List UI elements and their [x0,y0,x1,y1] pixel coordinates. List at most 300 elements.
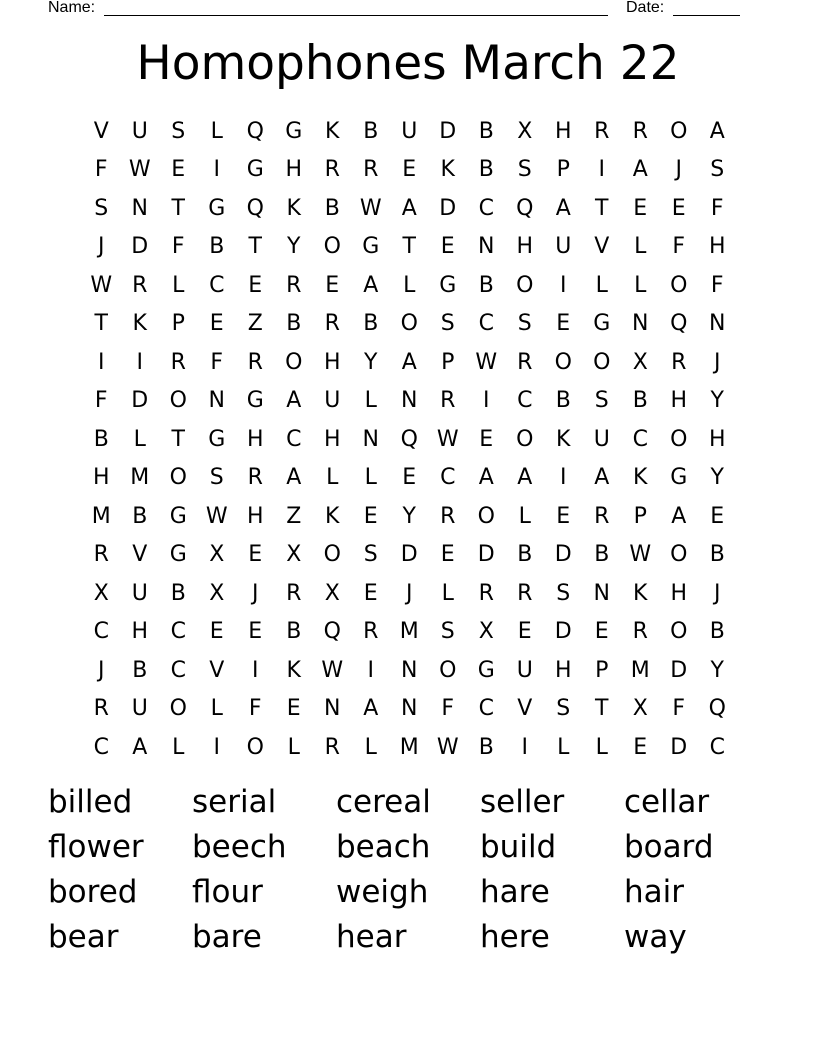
grid-letter[interactable]: G [208,426,226,452]
grid-letter[interactable]: F [94,388,108,414]
grid-letter[interactable]: Y [710,657,724,683]
grid-letter[interactable]: H [92,465,110,491]
grid-letter[interactable]: W [629,542,652,568]
grid-letter[interactable]: C [478,696,494,722]
grid-letter[interactable]: Q [323,619,341,645]
grid-letter[interactable]: E [479,426,494,452]
grid-letter[interactable]: O [323,234,341,260]
grid-letter[interactable]: U [401,118,418,144]
grid-letter[interactable]: I [598,157,605,183]
grid-letter[interactable]: F [710,272,724,298]
grid-letter[interactable]: W [436,426,459,452]
grid-letter[interactable]: L [364,734,377,760]
grid-letter[interactable]: K [286,195,301,221]
grid-letter[interactable]: M [399,734,419,760]
grid-letter[interactable]: E [633,195,648,221]
grid-letter[interactable]: H [554,118,572,144]
grid-letter[interactable]: C [440,465,456,491]
grid-letter[interactable]: L [364,465,377,491]
grid-letter[interactable]: S [556,696,571,722]
grid-letter[interactable]: B [363,118,379,144]
grid-letter[interactable]: M [130,465,150,491]
grid-letter[interactable]: H [670,388,688,414]
grid-letter[interactable]: B [709,542,725,568]
grid-letter[interactable]: B [286,311,302,337]
grid-letter[interactable]: N [401,388,418,414]
grid-letter[interactable]: G [246,388,264,414]
grid-letter[interactable]: A [363,696,379,722]
grid-letter[interactable]: A [132,734,148,760]
grid-letter[interactable]: Q [670,311,688,337]
grid-letter[interactable]: X [478,619,494,645]
grid-letter[interactable]: U [593,426,610,452]
grid-letter[interactable]: E [633,734,648,760]
grid-letter[interactable]: R [132,272,148,298]
grid-letter[interactable]: Y [710,465,724,491]
grid-letter[interactable]: B [632,388,648,414]
grid-letter[interactable]: G [362,234,380,260]
grid-letter[interactable]: O [516,272,534,298]
grid-letter[interactable]: E [440,542,455,568]
word-list-item: cellar [624,784,710,820]
grid-letter[interactable]: R [170,349,186,375]
grid-letter[interactable]: I [483,388,490,414]
grid-letter[interactable]: S [517,311,532,337]
grid-letter[interactable]: M [630,657,650,683]
grid-letter[interactable]: R [440,388,456,414]
grid-letter[interactable]: C [209,272,225,298]
grid-letter[interactable]: W [475,349,498,375]
grid-letter[interactable]: D [477,542,495,568]
grid-letter[interactable]: C [478,195,494,221]
word-list-item: bored [48,874,138,910]
grid-letter[interactable]: M [91,503,111,529]
grid-letter[interactable]: T [171,195,185,221]
grid-letter[interactable]: J [714,349,721,375]
grid-letter[interactable]: D [400,542,418,568]
grid-letter[interactable]: A [401,195,417,221]
grid-letter[interactable]: S [363,542,378,568]
grid-letter[interactable]: D [131,388,149,414]
grid-letter[interactable]: G [246,157,264,183]
grid-letter[interactable]: L [441,580,454,606]
grid-letter[interactable]: P [441,349,455,375]
grid-letter[interactable]: E [710,503,725,529]
grid-letter[interactable]: R [517,349,533,375]
grid-letter[interactable]: K [633,465,648,491]
grid-letter[interactable]: L [557,734,570,760]
grid-letter[interactable]: R [440,503,456,529]
grid-letter[interactable]: B [363,311,379,337]
word-list-item: billed [48,784,133,820]
grid-letter[interactable]: O [400,311,418,337]
grid-letter[interactable]: L [210,696,223,722]
grid-letter[interactable]: H [708,234,726,260]
grid-letter[interactable]: W [436,734,459,760]
date-line[interactable] [673,15,740,16]
grid-letter[interactable]: O [670,272,688,298]
grid-letter[interactable]: B [555,388,571,414]
grid-letter[interactable]: X [632,349,648,375]
grid-letter[interactable]: E [671,195,686,221]
grid-letter[interactable]: B [132,503,148,529]
grid-letter[interactable]: T [402,234,416,260]
grid-letter[interactable]: A [401,349,417,375]
grid-letter[interactable]: P [595,657,609,683]
grid-letter[interactable]: F [672,234,686,260]
grid-letter[interactable]: E [286,696,301,722]
grid-letter[interactable]: B [209,234,225,260]
grid-letter[interactable]: E [556,311,571,337]
grid-letter[interactable]: L [403,272,416,298]
grid-letter[interactable]: M [399,619,419,645]
grid-letter[interactable]: T [171,426,185,452]
grid-letter[interactable]: O [670,118,688,144]
grid-letter[interactable]: S [440,311,455,337]
grid-letter[interactable]: X [209,580,225,606]
grid-letter[interactable]: Y [364,349,378,375]
grid-letter[interactable]: B [478,734,494,760]
grid-letter[interactable]: O [439,657,457,683]
grid-letter[interactable]: O [285,349,303,375]
grid-letter[interactable]: K [286,657,301,683]
word-list-item: bare [192,919,262,955]
grid-letter[interactable]: S [94,195,109,221]
grid-letter[interactable]: B [709,619,725,645]
grid-letter[interactable]: V [517,696,533,722]
grid-letter[interactable]: K [325,118,340,144]
grid-letter[interactable]: U [131,118,148,144]
grid-letter[interactable]: J [714,580,721,606]
page-title: Homophones March 22 [136,36,680,91]
grid-letter[interactable]: X [93,580,109,606]
grid-letter[interactable]: E [363,580,378,606]
grid-letter[interactable]: I [252,657,259,683]
grid-letter[interactable]: R [93,542,109,568]
grid-letter[interactable]: K [556,426,571,452]
grid-letter[interactable]: U [324,388,341,414]
grid-letter[interactable]: A [594,465,610,491]
grid-letter[interactable]: S [171,118,186,144]
grid-letter[interactable]: O [323,542,341,568]
grid-letter[interactable]: F [210,349,224,375]
grid-letter[interactable]: L [326,465,339,491]
grid-letter[interactable]: X [286,542,302,568]
grid-letter[interactable]: O [554,349,572,375]
grid-letter[interactable]: G [593,311,611,337]
grid-letter[interactable]: T [248,234,262,260]
grid-letter[interactable]: U [131,580,148,606]
grid-letter[interactable]: Y [287,234,301,260]
grid-letter[interactable]: B [478,118,494,144]
grid-letter[interactable]: B [594,542,610,568]
grid-letter[interactable]: T [595,195,609,221]
grid-letter[interactable]: H [708,426,726,452]
grid-letter[interactable]: T [595,696,609,722]
grid-letter[interactable]: S [710,157,725,183]
grid-letter[interactable]: F [441,696,455,722]
grid-letter[interactable]: I [98,349,105,375]
grid-letter[interactable]: V [594,234,610,260]
grid-letter[interactable]: R [632,619,648,645]
grid-letter[interactable]: E [556,503,571,529]
grid-letter[interactable]: A [709,118,725,144]
grid-letter[interactable]: I [521,734,528,760]
grid-letter[interactable]: R [671,349,687,375]
grid-letter[interactable]: C [478,311,494,337]
grid-letter[interactable]: W [128,157,151,183]
grid-letter[interactable]: B [324,195,340,221]
grid-letter[interactable]: H [246,503,264,529]
grid-letter[interactable]: N [362,426,379,452]
grid-letter[interactable]: R [324,311,340,337]
grid-letter[interactable]: U [131,696,148,722]
grid-letter[interactable]: B [93,426,109,452]
grid-letter[interactable]: I [213,734,220,760]
grid-letter[interactable]: U [516,657,533,683]
grid-letter[interactable]: B [478,272,494,298]
grid-letter[interactable]: S [517,157,532,183]
grid-letter[interactable]: K [325,503,340,529]
grid-letter[interactable]: T [94,311,108,337]
grid-letter[interactable]: N [478,234,495,260]
grid-letter[interactable]: N [593,580,610,606]
grid-letter[interactable]: D [131,234,149,260]
grid-letter[interactable]: E [248,542,263,568]
grid-letter[interactable]: K [633,580,648,606]
grid-letter[interactable]: G [670,465,688,491]
grid-letter[interactable]: R [324,734,340,760]
grid-letter[interactable]: N [324,696,341,722]
grid-letter[interactable]: D [439,118,457,144]
grid-letter[interactable]: H [554,657,572,683]
grid-letter[interactable]: C [170,619,186,645]
grid-letter[interactable]: N [401,696,418,722]
grid-letter[interactable]: X [632,696,648,722]
grid-letter[interactable]: H [246,426,264,452]
grid-letter[interactable]: F [248,696,262,722]
grid-letter[interactable]: N [709,311,726,337]
grid-letter[interactable]: O [246,734,264,760]
grid-letter[interactable]: X [209,542,225,568]
grid-letter[interactable]: E [248,619,263,645]
grid-letter[interactable]: E [325,272,340,298]
grid-letter[interactable]: O [670,619,688,645]
grid-letter[interactable]: W [359,195,382,221]
grid-letter[interactable]: I [560,272,567,298]
grid-letter[interactable]: C [632,426,648,452]
grid-letter[interactable]: L [595,272,608,298]
grid-letter[interactable]: R [363,619,379,645]
word-list-item: weigh [336,874,429,910]
grid-letter[interactable]: W [90,272,113,298]
grid-letter[interactable]: G [477,657,495,683]
grid-letter[interactable]: R [363,157,379,183]
grid-letter[interactable]: R [286,580,302,606]
grid-letter[interactable]: D [670,734,688,760]
grid-letter[interactable]: R [324,157,340,183]
grid-letter[interactable]: D [439,195,457,221]
grid-letter[interactable]: J [98,234,105,260]
word-list-item: here [480,919,550,955]
grid-letter[interactable]: B [478,157,494,183]
grid-letter[interactable]: R [286,272,302,298]
grid-letter[interactable]: I [213,157,220,183]
grid-letter[interactable]: B [170,580,186,606]
grid-letter[interactable]: G [208,195,226,221]
grid-letter[interactable]: J [675,157,682,183]
grid-letter[interactable]: H [285,157,303,183]
word-search-grid [82,112,737,767]
grid-letter[interactable]: J [252,580,259,606]
grid-letter[interactable]: O [670,426,688,452]
grid-letter[interactable]: H [323,349,341,375]
grid-letter[interactable]: E [517,619,532,645]
grid-letter[interactable]: O [593,349,611,375]
grid-letter[interactable]: A [517,465,533,491]
grid-letter[interactable]: D [554,542,572,568]
grid-letter[interactable]: V [209,657,225,683]
grid-letter[interactable]: P [171,311,185,337]
grid-letter[interactable]: R [247,465,263,491]
grid-letter[interactable]: Z [247,311,263,337]
grid-letter[interactable]: D [670,657,688,683]
grid-letter[interactable]: A [555,195,571,221]
grid-letter[interactable]: X [517,118,533,144]
grid-letter[interactable]: P [556,157,570,183]
grid-letter[interactable]: V [132,542,148,568]
grid-letter[interactable]: N [131,195,148,221]
grid-letter[interactable]: W [321,657,344,683]
grid-letter[interactable]: R [594,503,610,529]
grid-letter[interactable]: L [210,118,223,144]
grid-letter[interactable]: E [440,234,455,260]
grid-letter[interactable]: U [555,234,572,260]
grid-letter[interactable]: E [594,619,609,645]
grid-letter[interactable]: R [517,580,533,606]
grid-letter[interactable]: H [323,426,341,452]
grid-letter[interactable]: S [209,465,224,491]
grid-letter[interactable]: L [634,234,647,260]
grid-letter[interactable]: G [439,272,457,298]
grid-letter[interactable]: E [363,503,378,529]
grid-letter[interactable]: C [517,388,533,414]
grid-letter[interactable]: O [670,542,688,568]
grid-letter[interactable]: R [247,349,263,375]
grid-letter[interactable]: L [634,272,647,298]
grid-letter[interactable]: F [710,195,724,221]
grid-letter[interactable]: I [136,349,143,375]
grid-letter[interactable]: R [478,580,494,606]
grid-letter[interactable]: F [94,157,108,183]
grid-letter[interactable]: A [286,465,302,491]
grid-letter[interactable]: I [367,657,374,683]
grid-letter[interactable]: H [670,580,688,606]
grid-letter[interactable]: Q [246,195,264,221]
grid-letter[interactable]: F [171,234,185,260]
grid-letter[interactable]: A [478,465,494,491]
grid-letter[interactable]: K [132,311,147,337]
grid-letter[interactable]: Y [710,388,724,414]
grid-letter[interactable]: O [169,696,187,722]
word-list-item: board [624,829,714,865]
grid-letter[interactable]: L [287,734,300,760]
grid-letter[interactable]: J [406,580,413,606]
grid-letter[interactable]: E [209,619,224,645]
grid-letter[interactable]: G [285,118,303,144]
grid-letter[interactable]: I [560,465,567,491]
grid-letter[interactable]: A [286,388,302,414]
grid-letter[interactable]: X [324,580,340,606]
grid-letter[interactable]: R [594,118,610,144]
grid-letter[interactable]: C [286,426,302,452]
grid-letter[interactable]: G [169,503,187,529]
grid-letter[interactable]: J [98,657,105,683]
grid-letter[interactable]: C [170,657,186,683]
grid-letter[interactable]: L [595,734,608,760]
grid-letter[interactable]: H [516,234,534,260]
grid-letter[interactable]: R [632,118,648,144]
grid-letter[interactable]: O [169,465,187,491]
grid-letter[interactable]: L [172,272,185,298]
grid-letter[interactable]: L [133,426,146,452]
grid-letter[interactable]: L [518,503,531,529]
grid-letter[interactable]: E [402,157,417,183]
grid-letter[interactable]: E [171,157,186,183]
grid-letter[interactable]: K [440,157,455,183]
grid-letter[interactable]: E [248,272,263,298]
grid-letter[interactable]: O [477,503,495,529]
grid-letter[interactable]: O [516,426,534,452]
grid-letter[interactable]: L [172,734,185,760]
grid-letter[interactable]: C [709,734,725,760]
grid-letter[interactable]: N [208,388,225,414]
grid-letter[interactable]: H [131,619,149,645]
grid-letter[interactable]: D [554,619,572,645]
grid-letter[interactable]: G [169,542,187,568]
grid-letter[interactable]: B [132,657,148,683]
grid-letter[interactable]: A [671,503,687,529]
grid-letter[interactable]: P [633,503,647,529]
grid-letter[interactable]: V [93,118,109,144]
name-line[interactable] [104,15,608,16]
grid-letter[interactable]: N [401,657,418,683]
grid-letter[interactable]: E [402,465,417,491]
grid-letter[interactable]: F [672,696,686,722]
grid-letter[interactable]: A [363,272,379,298]
grid-letter[interactable]: S [440,619,455,645]
grid-letter[interactable]: B [286,619,302,645]
grid-letter[interactable]: Z [286,503,302,529]
grid-letter[interactable]: S [594,388,609,414]
grid-letter[interactable]: E [209,311,224,337]
grid-letter[interactable]: W [205,503,228,529]
grid-letter[interactable]: S [556,580,571,606]
grid-letter[interactable]: A [632,157,648,183]
grid-letter[interactable]: B [517,542,533,568]
grid-letter[interactable]: Q [516,195,534,221]
grid-letter[interactable]: R [93,696,109,722]
grid-letter[interactable]: C [93,619,109,645]
grid-letter[interactable]: O [169,388,187,414]
grid-letter[interactable]: Q [246,118,264,144]
grid-letter[interactable]: L [364,388,377,414]
grid-letter[interactable]: Q [400,426,418,452]
grid-letter[interactable]: Y [402,503,416,529]
grid-letter[interactable]: C [93,734,109,760]
grid-letter[interactable]: Q [708,696,726,722]
grid-letter[interactable]: N [632,311,649,337]
